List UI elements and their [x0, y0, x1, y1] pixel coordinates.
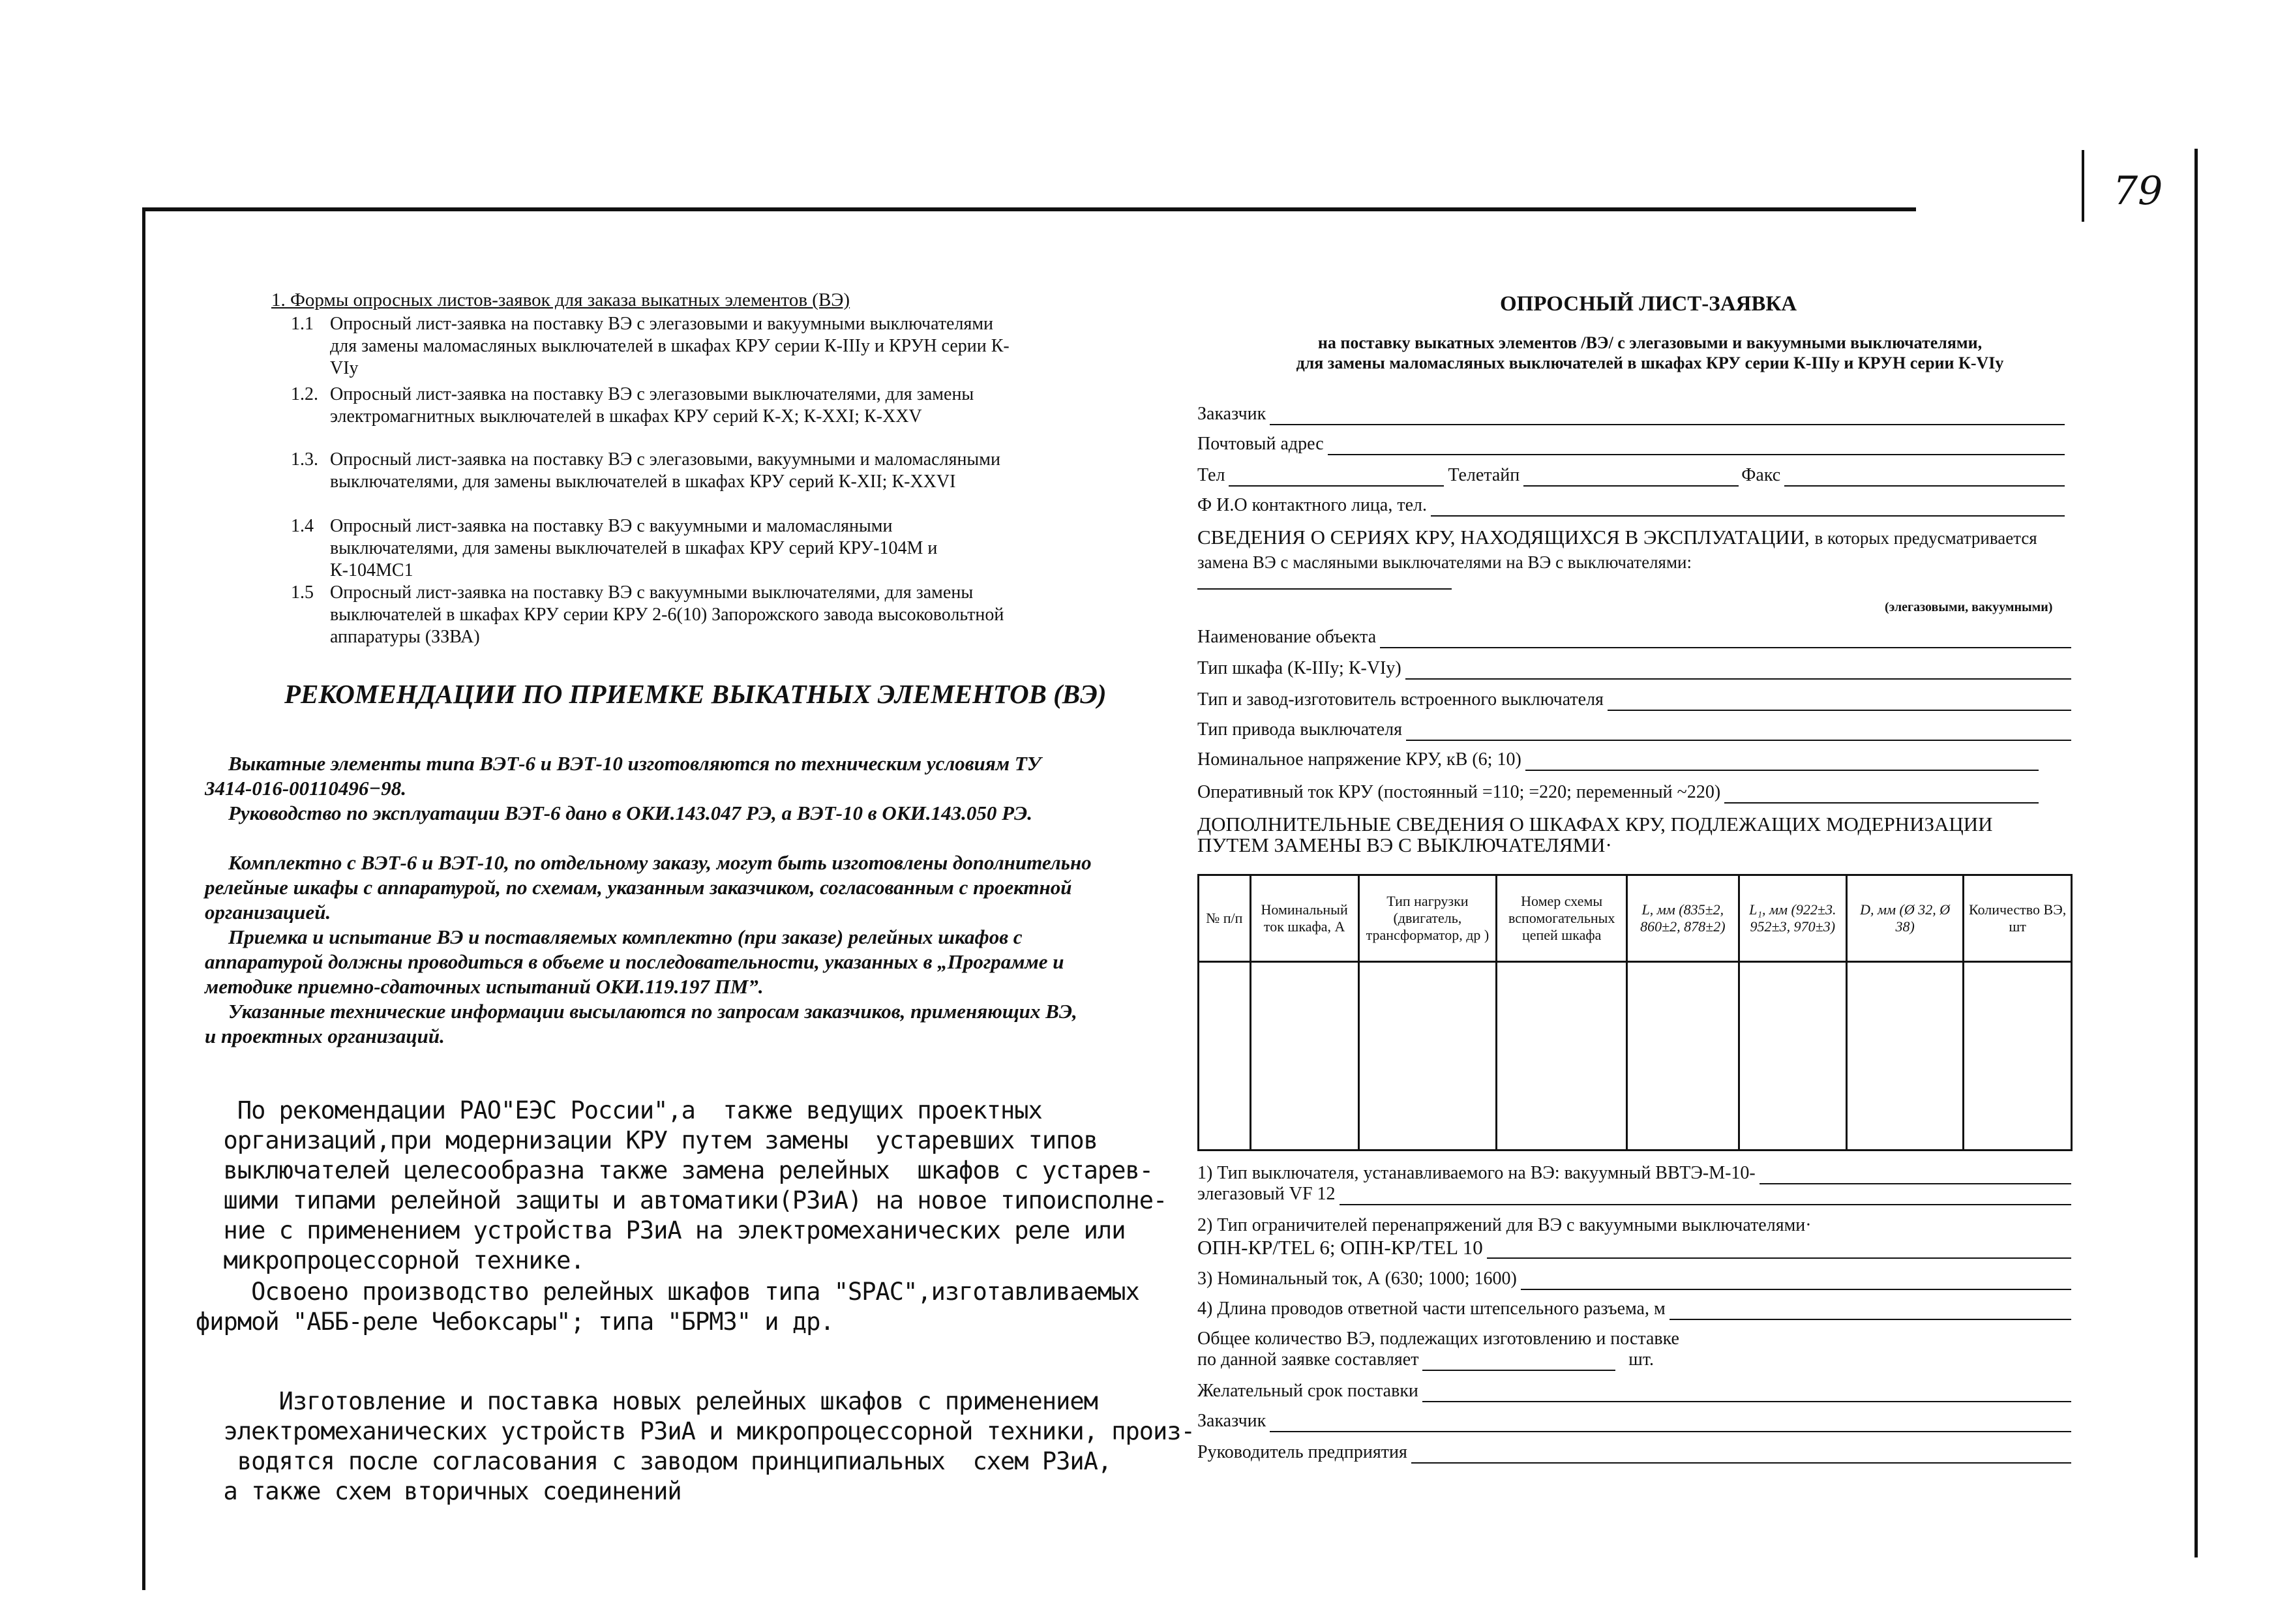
toc-item-text: Опросный лист-заявка на поставку ВЭ с вакуумными выключателями, для замены выключателей в шкафах КРУ серии КРУ 2-6(10) Запорожского завода высоковольтной аппаратуры (ЗЗВА) — [330, 582, 1004, 647]
series-heading-tail: в которых предусматривается замена ВЭ с масляными выключателями на ВЭ с выключателями: — [1197, 528, 2037, 572]
table-cell[interactable] — [1199, 962, 1251, 1150]
note4-label: 4) Длина проводов ответной части штепсельного разъема, м — [1197, 1299, 1666, 1319]
typed-line: электромеханических устройств РЗиА и микропроцессорной техники, произ- — [196, 1417, 1195, 1445]
toc-item-1-3 — [291, 449, 1015, 493]
customer-signature-field[interactable] — [1197, 1410, 2071, 1432]
total-b-label: по данной заявке составляет — [1197, 1349, 1419, 1370]
recommendation-paragraph: Выкатные элементы типа ВЭТ-6 и ВЭТ-10 изготовляются по техническим условиям ТУ 3414-016-00110496−98. — [205, 752, 1041, 800]
typed-line: Изготовление и поставка новых релейных шкафов с применением — [196, 1387, 1098, 1415]
col-length-l1: L₁, мм (922±3. 952±3, 970±3) — [1739, 875, 1846, 962]
table-cell[interactable] — [1250, 962, 1358, 1150]
table-row — [1199, 962, 2072, 1150]
toc-item-number: 1.2. — [291, 384, 318, 404]
contact-person-field[interactable] — [1197, 494, 2065, 517]
contact-label: Ф И.О контактного лица, тел. — [1197, 495, 1427, 515]
typed-line: ние с применением устройства РЗиА на электромеханических реле или — [196, 1216, 1126, 1244]
note-rated-current-field[interactable] — [1197, 1268, 2071, 1290]
note-wire-length-field[interactable] — [1197, 1298, 2071, 1320]
toc-item-1-1 — [291, 313, 1015, 380]
customer-field[interactable] — [1197, 403, 2065, 425]
toc-item-1-4 — [291, 515, 1015, 582]
rated-voltage-label: Номинальное напряжение КРУ, кВ (6; 10) — [1197, 749, 1521, 770]
total-unit: шт. — [1628, 1349, 1654, 1370]
toc-item-1-2 — [291, 383, 1015, 428]
object-name-label: Наименование объекта — [1197, 627, 1377, 647]
typed-line: шими типами релейной защиты и автоматики(РЗиА) на новое типоисполне- — [196, 1186, 1167, 1214]
note1b-label: элегазовый VF 12 — [1197, 1184, 1336, 1204]
extra-info-heading-line2: ПУТЕМ ЗАМЕНЫ ВЭ С ВЫКЛЮЧАТЕЛЯМИ· — [1197, 834, 1612, 856]
typed-line: водятся после согласования с заводом принципиальных схем РЗиА, — [196, 1447, 1112, 1475]
object-name-field[interactable] — [1197, 626, 2071, 648]
col-quantity: Количество ВЭ, шт — [1964, 875, 2072, 962]
toc-item-number: 1.3. — [291, 449, 318, 470]
toc-item-text: Опросный лист-заявка на поставку ВЭ с элегазовыми выключателями, для замены электромагнитных выключателей в шкафах КРУ серий К-Х; К-ХХI; К-ХХV — [330, 384, 974, 427]
note-sf6-field[interactable] — [1197, 1183, 2071, 1205]
table-header-row — [1199, 875, 2072, 962]
delivery-date-field[interactable] — [1197, 1380, 2071, 1402]
form-subtitle-line1: на поставку выкатных элементов /ВЭ/ с элегазовыми и вакуумными выключателями, — [1317, 333, 1983, 352]
toc-item-text: Опросный лист-заявка на поставку ВЭ с вакуумными и маломасляными выключателями, для замены выключателей в шкафах КРУ серий КРУ-104М и К-104МС1 — [330, 516, 938, 580]
table-cell[interactable] — [1358, 962, 1497, 1150]
fax-label: Факс — [1741, 465, 1781, 485]
col-scheme-number: Номер схемы вспомогательных цепей шкафа — [1497, 875, 1627, 962]
right-border-line — [2194, 149, 2198, 1557]
toc-heading: 1. Формы опросных листов-заявок для заказа выкатных элементов (ВЭ) — [271, 290, 850, 310]
note2b-label: ОПН-КР/TEL 6; ОПН-КР/TEL 10 — [1197, 1236, 1483, 1259]
toc-item-text: Опросный лист-заявка на поставку ВЭ с элегазовыми и вакуумными выключателями для замены маломасляных выключателей в шкафах КРУ серии К-IIIу и КРУН серии К-VIу — [330, 314, 1010, 378]
operating-current-label: Оперативный ток КРУ (постоянный =110; =220; переменный ~220) — [1197, 782, 1721, 802]
col-load-type: Тип нагрузки (двигатель, трансформатор, др ) — [1358, 875, 1497, 962]
breaker-type-label: Тип и завод-изготовитель встроенного выключателя — [1197, 689, 1604, 710]
col-length-l: L, мм (835±2, 860±2, 878±2) — [1627, 875, 1739, 962]
recommendation-paragraph: Указанные технические информации высылаются по запросам заказчиков, применяющих ВЭ, и проектных организаций. — [205, 1000, 1077, 1047]
series-heading: СВЕДЕНИЯ О СЕРИЯХ КРУ, НАХОДЯЩИХСЯ В ЭКСПЛУАТАЦИИ, — [1197, 526, 1810, 549]
toc-item-1-5 — [291, 582, 1015, 648]
left-border-line — [142, 207, 145, 1590]
series-blank-line — [1197, 588, 1452, 590]
cabinets-table — [1197, 874, 2073, 1151]
teletype-label: Телетайп — [1448, 465, 1520, 485]
tel-label: Тел — [1197, 465, 1225, 485]
toc-item-number: 1.5 — [291, 582, 314, 603]
note1-label: 1) Тип выключателя, устанавливаемого на ВЭ: вакуумный ВВТЭ-М-10- — [1197, 1163, 1756, 1183]
toc-item-text: Опросный лист-заявка на поставку ВЭ с элегазовыми, вакуумными и маломасляными выключателями, для замены выключателей в шкафах КРУ серий К-ХII; К-ХХVI — [330, 449, 1000, 492]
typed-line: По рекомендации РАО"ЕЭС России",а также ведущих проектных — [196, 1096, 1042, 1124]
drive-type-label: Тип привода выключателя — [1197, 719, 1403, 740]
note2-label: 2) Тип ограничителей перенапряжений для ВЭ с вакуумными выключателями· — [1197, 1215, 1812, 1235]
form-subtitle — [1239, 333, 2061, 373]
table-cell[interactable] — [1964, 962, 2072, 1150]
typed-line: фирмой "АББ-реле Чебоксары"; типа "БРМЗ" и др. — [196, 1308, 834, 1336]
total-quantity-field[interactable] — [1197, 1349, 1654, 1371]
toc-item-number: 1.1 — [291, 314, 314, 334]
recommendation-paragraph: Руководство по эксплуатации ВЭТ-6 дано в ОКИ.143.047 РЭ, а ВЭТ-10 в ОКИ.143.050 РЭ. — [228, 802, 1032, 824]
director-signature-field[interactable] — [1197, 1441, 2071, 1464]
delivery-label: Желательный срок поставки — [1197, 1381, 1418, 1401]
top-border-line — [142, 207, 1916, 211]
series-section — [1197, 526, 2065, 574]
rated-voltage-field[interactable] — [1197, 749, 2039, 771]
col-diameter: D, мм (Ø 32, Ø 38) — [1847, 875, 1964, 962]
col-number: № п/п — [1199, 875, 1251, 962]
cabinet-type-field[interactable] — [1197, 657, 2071, 680]
toc-item-number: 1.4 — [291, 516, 314, 536]
typed-line: Освоено производство релейных шкафов типа "SPAC",изготавливаемых — [196, 1278, 1139, 1306]
table-cell[interactable] — [1497, 962, 1627, 1150]
col-rated-current: Номинальный ток шкафа, А — [1250, 875, 1358, 962]
series-note: (элегазовыми, вакуумными) — [1885, 600, 2053, 614]
operating-current-field[interactable] — [1197, 781, 2039, 804]
table-cell[interactable] — [1847, 962, 1964, 1150]
cabinet-type-label: Тип шкафа (К-IIIу; К-VIу) — [1197, 658, 1401, 678]
table-cell[interactable] — [1739, 962, 1846, 1150]
note-surge-arrester-field[interactable] — [1197, 1237, 2071, 1259]
director-label: Руководитель предприятия — [1197, 1442, 1407, 1462]
drive-type-field[interactable] — [1197, 719, 2071, 741]
typed-line: а также схем вторичных соединений — [196, 1477, 681, 1505]
customer2-label: Заказчик — [1197, 1411, 1266, 1431]
postal-label: Почтовый адрес — [1197, 434, 1324, 454]
recommendation-paragraph: Комплектно с ВЭТ-6 и ВЭТ-10, по отдельному заказу, могут быть изготовлены дополнительно релейные шкафы с аппаратурой, по схемам, указанным заказчиком, согласованным с проектной организацией. — [205, 851, 1092, 924]
note-breaker-type-field[interactable] — [1197, 1162, 2071, 1184]
note3-label: 3) Номинальный ток, А (630; 1000; 1600) — [1197, 1269, 1517, 1289]
customer-label: Заказчик — [1197, 404, 1266, 424]
total-quantity-heading — [1197, 1328, 2071, 1350]
postal-address-field[interactable] — [1197, 433, 2065, 455]
form-subtitle-line2: для замены маломасляных выключателей в шкафах КРУ серии К-IIIу и КРУН серии К-VIу — [1296, 353, 2004, 372]
typed-line: выключателей целесообразна также замена релейных шкафов с устарев- — [196, 1156, 1154, 1184]
note-surge-arrester-heading — [1197, 1214, 2071, 1237]
form-title: ОПРОСНЫЙ ЛИСТ-ЗАЯВКА — [1500, 292, 1797, 316]
table-cell[interactable] — [1627, 962, 1739, 1150]
contacts-row[interactable] — [1197, 464, 2065, 487]
recommendation-paragraph: Приемка и испытание ВЭ и поставляемых комплектно (при заказе) релейных шкафов с аппаратурой должны проводиться в объеме и последовательности, указанных в „Программе и методике приемно-сдаточных испытаний ОКИ.119.197 ПМ”. — [205, 925, 1064, 998]
page-number-box-rule — [2082, 150, 2084, 222]
recommendations-title: РЕКОМЕНДАЦИИ ПО ПРИЕМКЕ ВЫКАТНЫХ ЭЛЕМЕНТОВ (ВЭ) — [284, 679, 1107, 709]
typed-line: микропроцессорной технике. — [196, 1246, 584, 1274]
typed-line: организаций,при модернизации КРУ путем замены устаревших типов — [196, 1126, 1098, 1154]
total-label: Общее количество ВЭ, подлежащих изготовлению и поставке — [1197, 1329, 1679, 1349]
breaker-type-field[interactable] — [1197, 689, 2071, 711]
extra-info-heading — [1197, 813, 1993, 857]
page-number: 79 — [2113, 168, 2163, 214]
extra-info-heading-line1: ДОПОЛНИТЕЛЬНЫЕ СВЕДЕНИЯ О ШКАФАХ КРУ, ПОДЛЕЖАЩИХ МОДЕРНИЗАЦИИ — [1197, 813, 1993, 835]
